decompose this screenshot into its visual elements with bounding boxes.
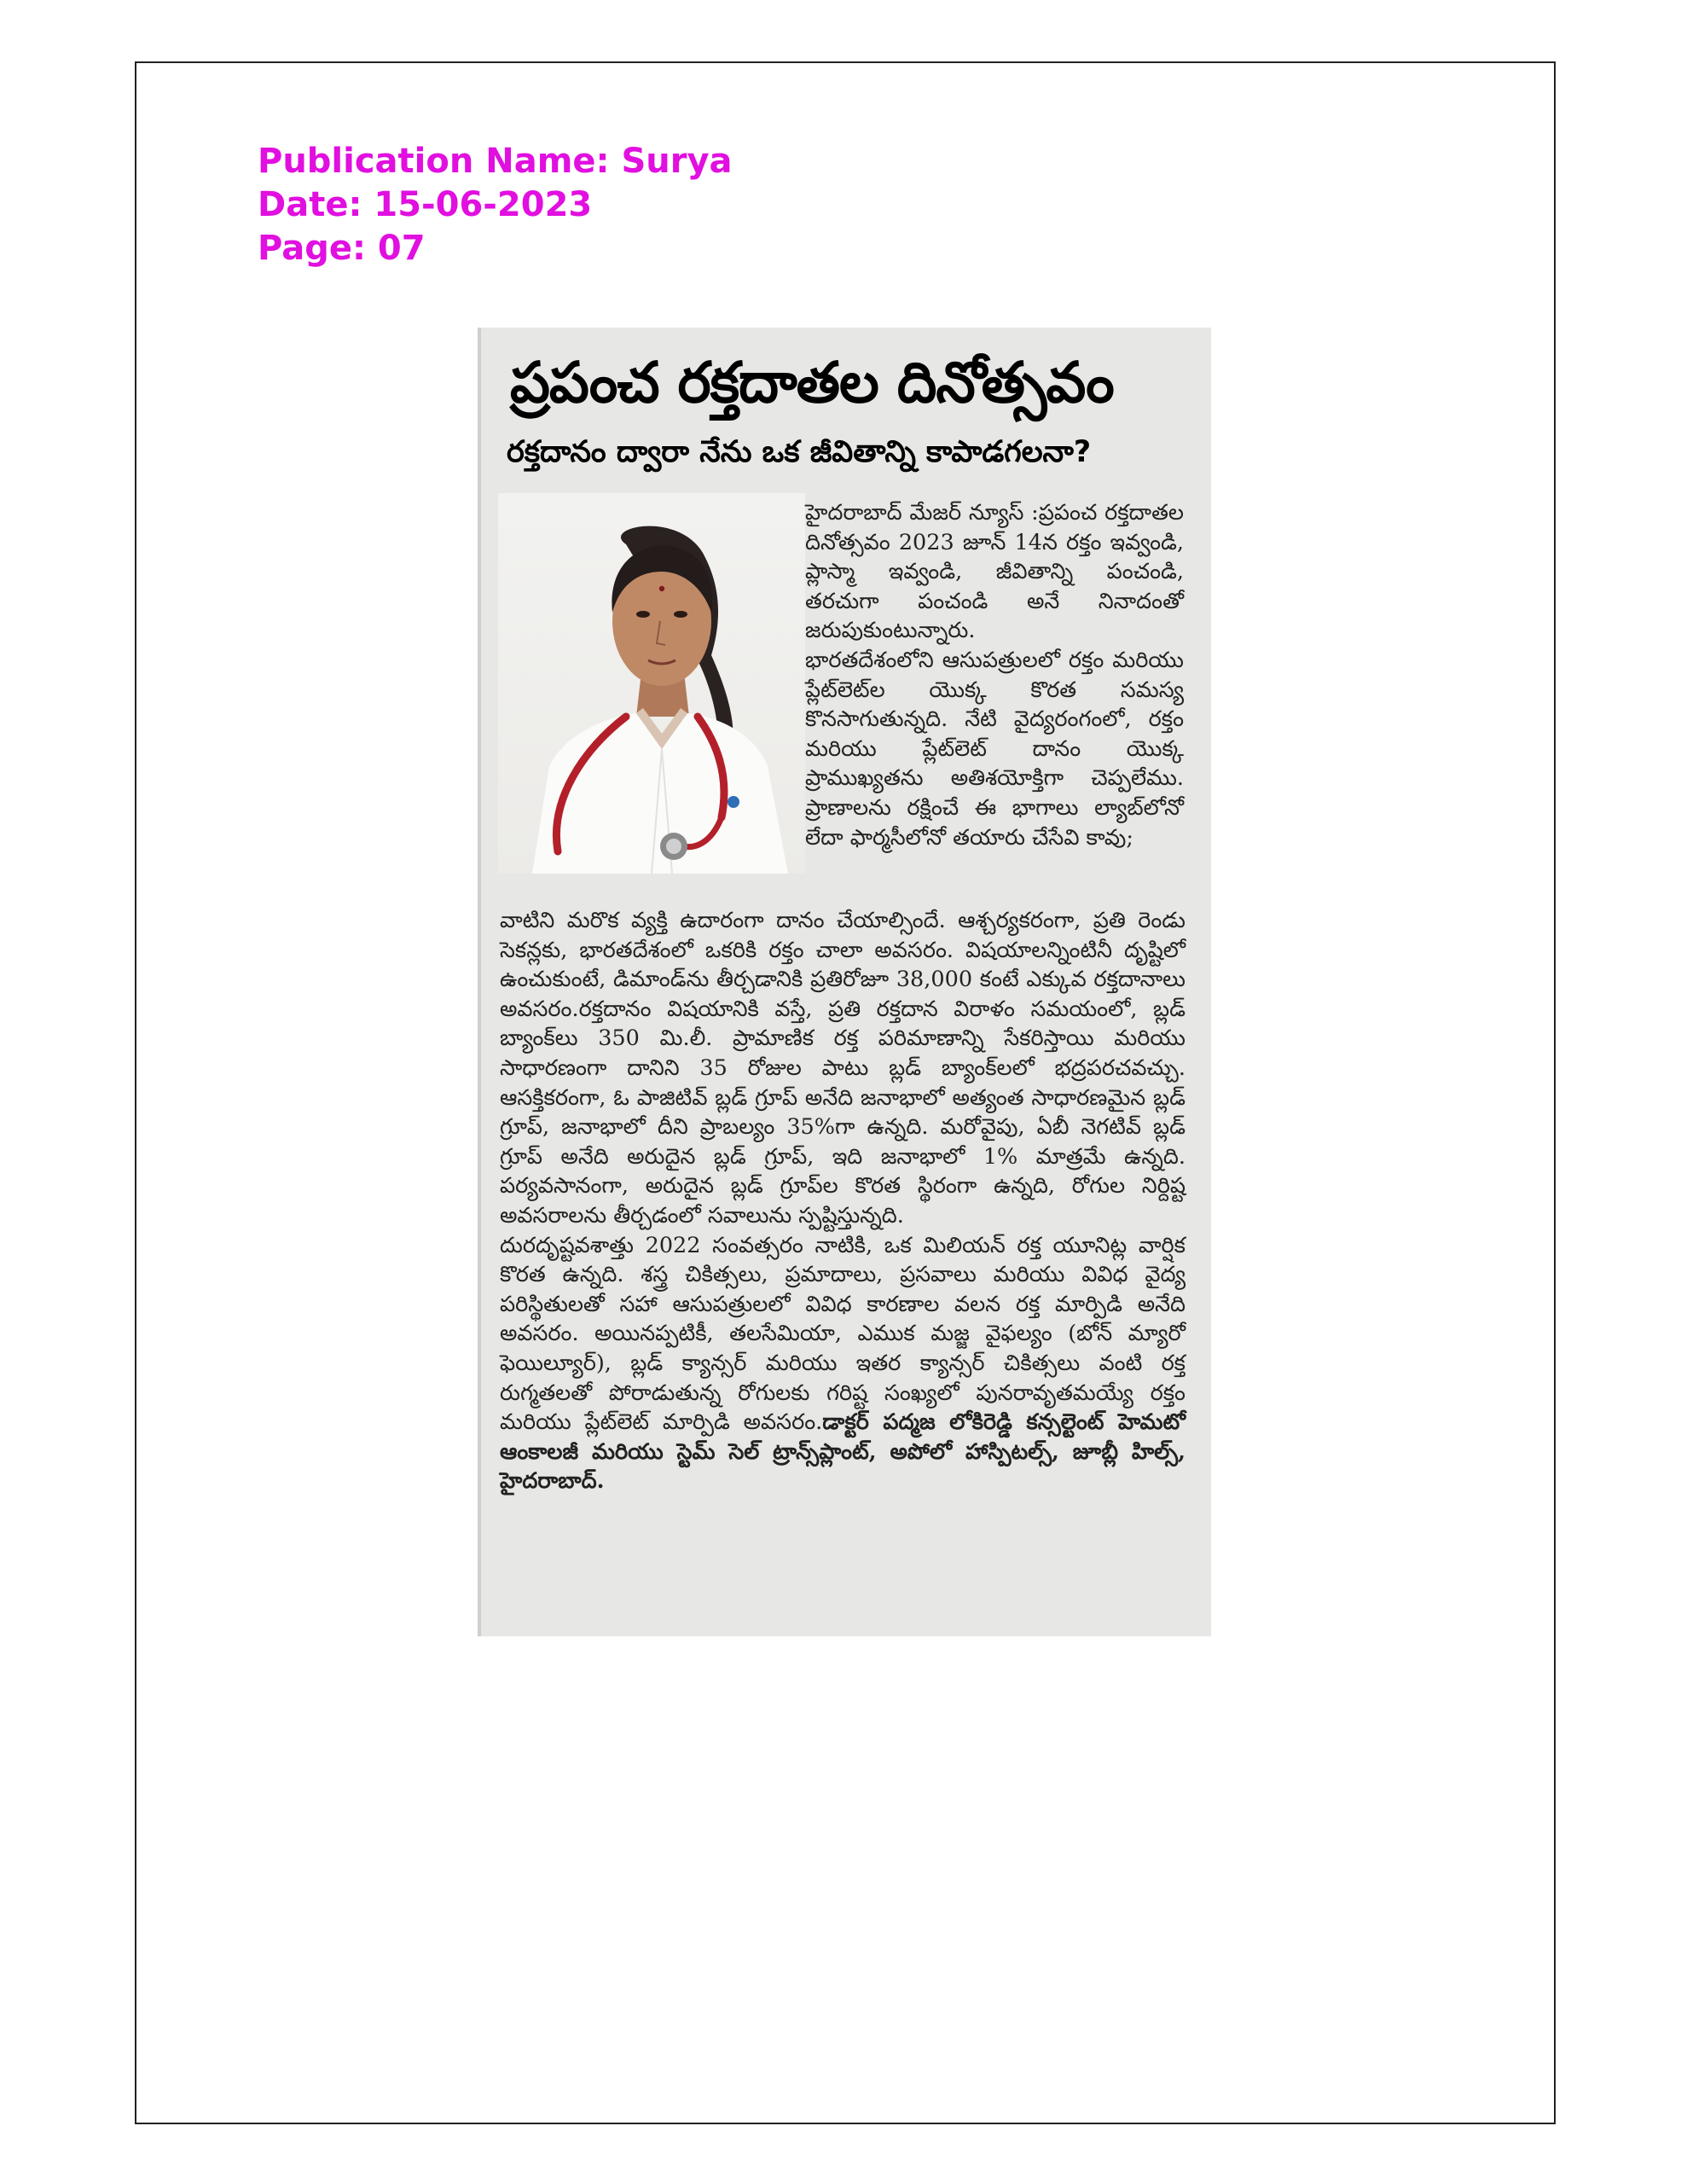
article-body — [500, 906, 1186, 1496]
article-headline: ప్రపంచ రక్తదాతల దినోత్సవం — [510, 349, 1114, 415]
body-paragraph: దురదృష్టవశాత్తు 2022 సంవత్సరం నాటికి, ఒక మిలియన్ రక్త యూనిట్ల వార్షిక కొరత ఉన్నది. శస్త్ర చికిత్సలు, ప్రమాదాలు, ప్రసవాలు మరియు వివిధ వైద్య పరిస్థితులతో సహా ఆసుపత్రులలో వివిధ కారణాల వలన రక్త మార్పిడి అనేది అవసరం. అయినప్పటికీ, తలసేమియా, ఎముక మజ్జ వైఫల్యం (బోన్ మ్యారో ఫెయిల్యూర్), బ్లడ్ క్యాన్సర్ మరియు ఇతర క్యాన్సర్ చికిత్సలు వంటి రక్త రుగ్మతలతో పోరాడుతున్న రోగులకు గరిష్ట సంఖ్యలో పునరావృతమయ్యే రక్తం మరియు ప్లేట్‌లెట్ మార్పిడి అవసరం. — [500, 1232, 1186, 1436]
article-byline: డాక్టర్ పద్మజ లోకిరెడ్డి కన్సల్టెంట్ హెమటో ఆంకాలజీ మరియు స్టెమ్ సెల్ ట్రాన్స్‌ప్లాంట్, అపోలో హాస్పిటల్స్, జూబ్లీ హిల్స్, హైదరాబాద్. — [500, 1409, 1186, 1495]
body-paragraph-with-byline — [500, 1231, 1186, 1496]
publication-name: Publication Name: Surya — [258, 142, 733, 181]
publication-meta — [258, 140, 733, 270]
body-paragraph: వాటిని మరొక వ్యక్తి ఉదారంగా దానం చేయాల్సిందే. ఆశ్చర్యకరంగా, ప్రతి రెండు సెకన్లకు, భారతదేశంలో ఒకరికి రక్తం చాలా అవసరం. విషయాలన్నింటినీ దృష్టిలో ఉంచుకుంటే, డిమాండ్‌ను తీర్చడానికి ప్రతిరోజూ 38,000 కంటే ఎక్కువ రక్తదానాలు అవసరం.రక్తదానం విషయానికి వస్తే, ప్రతి రక్తదాన విరాళం సమయంలో, బ్లడ్ బ్యాంక్‌లు 350 మి.లీ. ప్రామాణిక రక్త పరిమాణాన్ని సేకరిస్తాయి మరియు సాధారణంగా దానిని 35 రోజుల పాటు బ్లడ్ బ్యాంక్‌లలో భద్రపరచవచ్చు. ఆసక్తికరంగా, ఓ పాజిటివ్ బ్లడ్ గ్రూప్ అనేది జనాభాలో అత్యంత సాధారణమైన బ్లడ్ గ్రూప్, జనాభాలో దీని ప్రాబల్యం 35%గా ఉన్నది. మరోవైపు, ఏబీ నెగటివ్ బ్లడ్ గ్రూప్ అనేది అరుదైన బ్లడ్ గ్రూప్, ఇది జనాభాలో 1% మాత్రమే ఉన్నది. పర్యవసానంగా, అరుదైన బ్లడ్ గ్రూప్‌ల కొరత స్థిరంగా ఉన్నది, రోగుల నిర్దిష్ట అవసరాలను తీర్చడంలో సవాలును స్పష్టిస్తున్నది. — [500, 908, 1186, 1228]
article-intro — [805, 498, 1184, 852]
publication-date: Date: 15-06-2023 — [258, 185, 593, 224]
clip-edge — [478, 328, 481, 1636]
publication-page: Page: 07 — [258, 229, 426, 268]
portrait-illustration — [498, 493, 805, 874]
portrait-photo — [498, 493, 805, 874]
newspaper-clipping — [478, 328, 1211, 1636]
intro-paragraph: భారతదేశంలోని ఆసుపత్రులలో రక్తం మరియు ప్లేట్‌లెట్‌ల యొక్క కొరత సమస్య కొనసాగుతున్నది. నేటి వైద్యరంగంలో, రక్తం మరియు ప్లేట్‌లెట్ దానం యొక్క ప్రాముఖ్యతను అతిశయోక్తిగా చెప్పలేము. ప్రాణాలను రక్షించే ఈ భాగాలు ల్యాబ్‌లోనో లేదా ఫార్మసీలోనో తయారు చేసేవి కావు; — [805, 647, 1184, 851]
intro-paragraph: హైదరాబాద్ మేజర్ న్యూస్ :ప్రపంచ రక్తదాతల దినోత్సవం 2023 జూన్ 14న రక్తం ఇవ్వండి, ప్లాస్మా ఇవ్వండి, జీవితాన్ని పంచండి, తరచుగా పంచండి అనే నినాదంతో జరుపుకుంటున్నారు. — [805, 500, 1184, 644]
article-subheadline: రక్తదానం ద్వారా నేను ఒక జీవితాన్ని కాపాడగలనా? — [507, 435, 1092, 469]
